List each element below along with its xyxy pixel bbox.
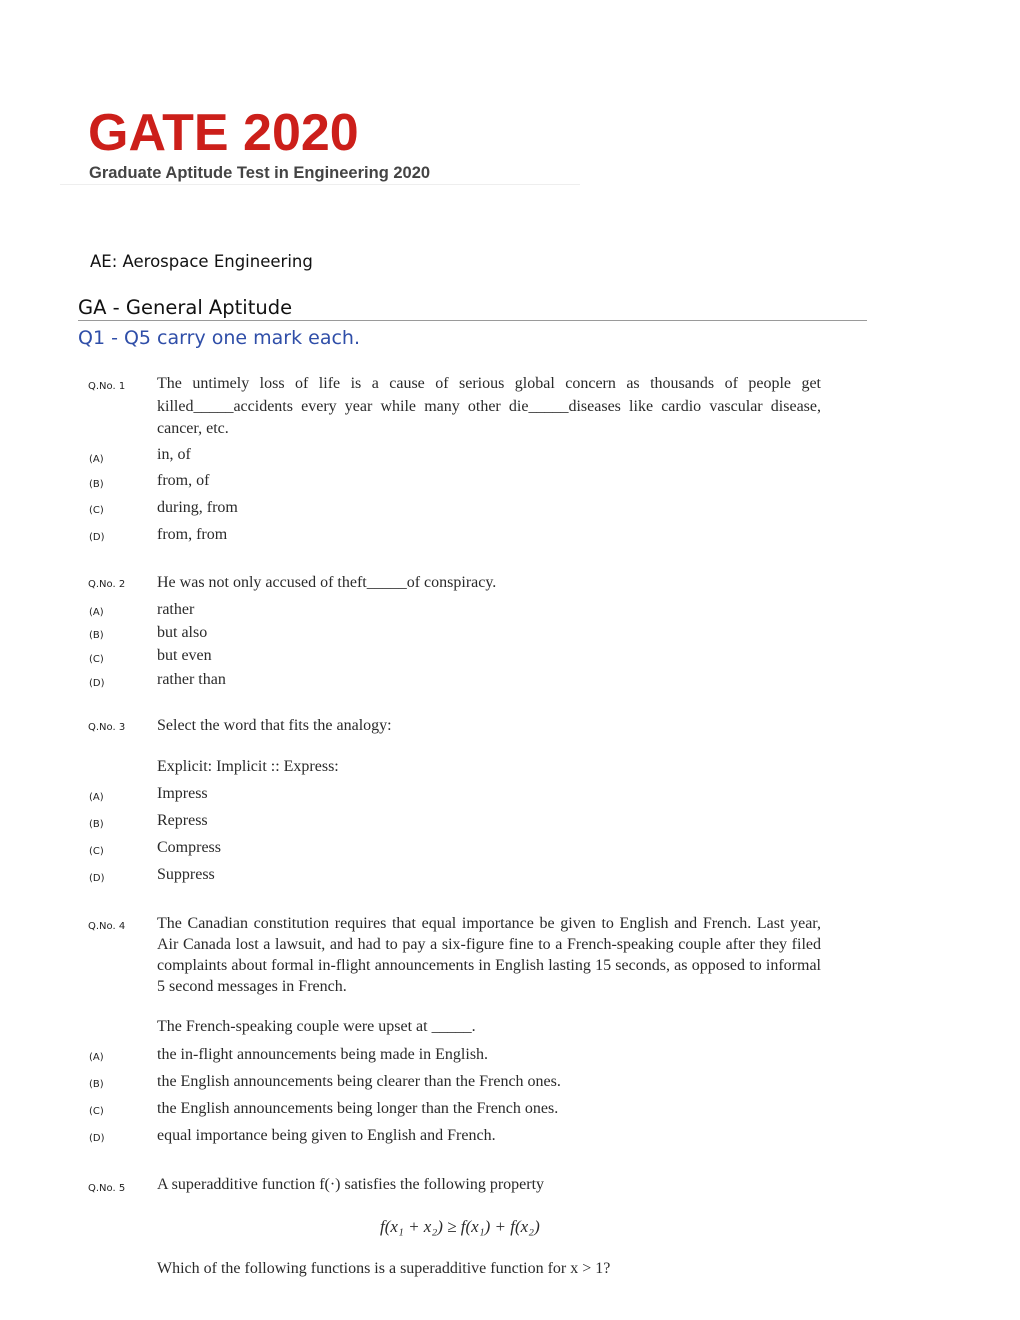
question-subtext: The French-speaking couple were upset at _____. [157, 1018, 476, 1035]
question-text: He was not only accused of theft_____of conspiracy. [157, 574, 497, 591]
question-subtext: Which of the following functions is a superadditive function for x > 1? [157, 1260, 611, 1277]
question-text: The Canadian constitution requires that equal importance be given to English and French. Last year, Air Canada lost a lawsuit, and had to pay a six-figure fine to a French-speaking couple after they filed complaints about formal in-flight announcements in English lasting 15 seconds, as opposed to informal 5 second messages in French. [157, 915, 821, 995]
exam-title: GATE 2020 [88, 104, 359, 162]
option-label: (D) [89, 1133, 105, 1144]
option-text: from, of [157, 472, 210, 489]
question-number: Q.No. 5 [88, 1183, 126, 1194]
question-number: Q.No. 4 [88, 921, 126, 932]
paper-code: AE: Aerospace Engineering [90, 252, 313, 271]
option-text: rather than [157, 671, 226, 688]
option-label: (D) [89, 532, 105, 543]
option-text: from, from [157, 526, 228, 543]
question-number: Q.No. 1 [88, 381, 126, 392]
option-label: (D) [89, 873, 105, 884]
option-label: (C) [89, 505, 104, 516]
option-text: but even [157, 647, 212, 664]
question-subtext: Explicit: Implicit :: Express: [157, 758, 339, 775]
question-text: The untimely loss of life is a cause of serious global concern as thousands of people get killed_____accidents every year while many other die_____diseases like cardio vascular disease, cancer, etc. [157, 375, 821, 437]
option-text: Suppress [157, 866, 215, 883]
option-label: (D) [89, 678, 105, 689]
option-label: (B) [89, 819, 104, 830]
superadditive-formula: f(x₁ + x₂) ≥ f(x₁) + f(x₂) [380, 1217, 540, 1236]
question-text: A superadditive function f(·) satisfies the following property [157, 1176, 545, 1193]
question-text: Select the word that fits the analogy: [157, 717, 392, 734]
section-divider [78, 320, 867, 321]
header-divider [60, 184, 580, 185]
option-label: (A) [89, 1052, 104, 1063]
option-text: but also [157, 624, 208, 641]
option-text: the English announcements being clearer than the French ones. [157, 1073, 561, 1090]
option-text: during, from [157, 499, 238, 516]
question-number: Q.No. 3 [88, 722, 126, 733]
option-text: the in-flight announcements being made in English. [157, 1046, 489, 1063]
section-title: GA - General Aptitude [78, 296, 293, 319]
option-label: (C) [89, 654, 104, 665]
option-label: (C) [89, 846, 104, 857]
option-text: Compress [157, 839, 221, 856]
option-label: (B) [89, 630, 104, 641]
option-label: (B) [89, 1079, 104, 1090]
question-number: Q.No. 2 [88, 579, 126, 590]
option-label: (B) [89, 479, 104, 490]
exam-subtitle: Graduate Aptitude Test in Engineering 2020 [89, 164, 431, 182]
option-label: (C) [89, 1106, 104, 1117]
option-text: Repress [157, 812, 208, 829]
marks-note: Q1 - Q5 carry one mark each. [78, 327, 360, 349]
option-label: (A) [89, 792, 104, 803]
option-label: (A) [89, 454, 104, 465]
option-text: Impress [157, 785, 208, 802]
option-label: (A) [89, 607, 104, 618]
option-text: rather [157, 601, 195, 618]
option-text: the English announcements being longer than the French ones. [157, 1100, 559, 1117]
option-text: equal importance being given to English and French. [157, 1127, 496, 1144]
option-text: in, of [157, 446, 191, 463]
